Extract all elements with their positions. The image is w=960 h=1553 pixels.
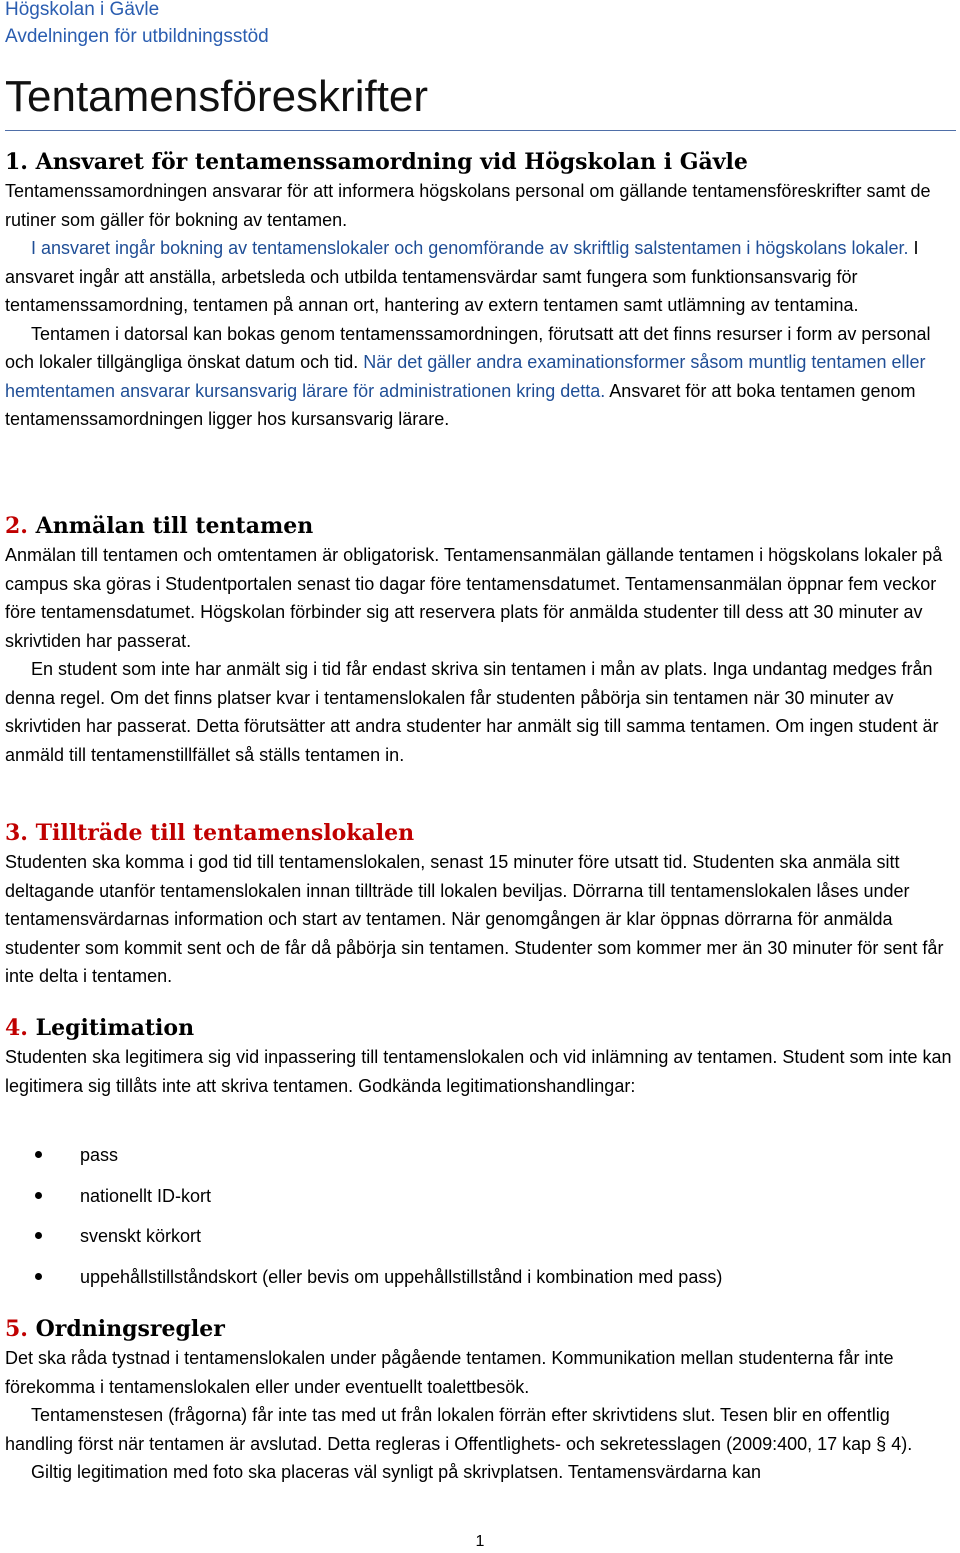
section-1-paragraph-1: Tentamenssamordningen ansvarar för att informera högskolans personal om gällande tentamensföreskrifter samt de rutiner som gäller för bokning av tentamen. <box>5 181 931 230</box>
section-3-title: Tillträde till tentamenslokalen <box>35 820 415 846</box>
section-3-number: 3. <box>5 820 28 846</box>
section-3-body <box>5 848 956 991</box>
bullet-icon <box>35 1232 42 1239</box>
section-1-number: 1. <box>5 149 28 175</box>
section-4-body <box>5 1043 956 1100</box>
section-4-title: Legitimation <box>35 1015 195 1041</box>
section-1-paragraph-3a: Tentamen i datorsal kan bokas genom tentamenssamordningen, förutsatt att det finns resurser i form av personal och lokaler tillgängliga önskat datum och tid. <box>5 323 931 372</box>
section-1-paragraph-2 <box>5 234 956 320</box>
section-5-paragraph-1: Det ska råda tystnad i tentamenslokalen under pågående tentamen. Kommunikation mellan studenterna får inte förekomma i tentamenslokalen eller under eventuellt toalettbesök. <box>5 1348 894 1397</box>
section-3-heading <box>5 818 956 848</box>
section-1-body <box>5 177 956 434</box>
department-name: Avdelningen för utbildningsstöd <box>5 26 269 47</box>
section-5-paragraph-3 <box>5 1458 956 1487</box>
section-1-paragraph-2b: I ansvaret ingår att anställa, arbetsleda och utbilda tentamensvärdar samt fungera som funktionsansvarig för tentamenssamordning, tentamen på annan ort, hantering av extern tentamen samt utlämning av tentamina. <box>5 238 919 315</box>
section-1-heading <box>5 147 956 177</box>
list-item-text: nationellt ID-kort <box>80 1185 212 1206</box>
section-4-paragraph-1: Studenten ska legitimera sig vid inpassering till tentamenslokalen och vid inlämning av tentamen. Student som inte kan legitimera sig tillåts inte att skriva tentamen. Godkända legitimationshandlingar: <box>5 1047 952 1096</box>
list-item <box>5 1176 956 1217</box>
section-1-paragraph-3b: När det gäller andra examinationsformer såsom muntlig tentamen eller hemtentamen ansvarar kursansvarig lärare för administrationen kring detta. <box>5 352 926 401</box>
section-2-paragraph-1: Anmälan till tentamen och omtentamen är obligatorisk. Tentamensanmälan gällande tentamen i högskolans lokaler på campus ska göras i Studentportalen senast tio dagar före tentamensdatumet. Tentamensanmälan öppnar fem veckor före tentamensdatumet. Högskolan förbinder sig att reservera plats för anmälda studenter till dess att 30 minuter av skrivtiden har passerat. <box>5 545 943 651</box>
section-1-title: Ansvaret för tentamenssamordning vid Högskolan i Gävle <box>35 149 748 175</box>
section-5-paragraph-2 <box>5 1401 956 1458</box>
section-5-title: Ordningsregler <box>35 1316 225 1342</box>
section-5-heading <box>5 1314 956 1344</box>
section-5-body <box>5 1344 956 1487</box>
section-4-number: 4. <box>5 1015 28 1041</box>
section-1-paragraph-2a: I ansvaret ingår bokning av tentamenslokaler och genomförande av skriftlig salstentamen i högskolans lokaler. <box>31 238 909 258</box>
list-item <box>5 1257 956 1298</box>
section-2-paragraph-2-text: En student som inte har anmält sig i tid får endast skriva sin tentamen i mån av plats. Inga undantag medges från denna regel. Om det finns platser kvar i tentamenslokalen får studenten påbörja sin tentamen när 30 minuter av skrivtiden har passerat. Detta förutsätter att andra studenter har anmält sig till samma tentamen. Om ingen student är anmäld till tentamenstillfället så ställs tentamen in. <box>5 659 939 765</box>
section-5-number: 5. <box>5 1316 28 1342</box>
bullet-icon <box>35 1273 42 1280</box>
organization-name: Högskolan i Gävle <box>5 0 160 20</box>
section-2-paragraph-2 <box>5 655 956 769</box>
document-title: Tentamensföreskrifter <box>5 68 956 131</box>
document-header <box>5 0 956 50</box>
section-2-body <box>5 541 956 769</box>
section-2-heading <box>5 511 956 541</box>
bullet-icon <box>35 1151 42 1158</box>
bullet-icon <box>35 1192 42 1199</box>
section-4-heading <box>5 1013 956 1043</box>
section-5-paragraph-3-text: Giltig legitimation med foto ska placeras väl synligt på skrivplatsen. Tentamensvärdarna kan <box>31 1462 762 1482</box>
section-1-paragraph-3 <box>5 320 956 434</box>
list-item-text: svenskt körkort <box>80 1226 202 1246</box>
list-item <box>5 1216 956 1257</box>
page-number: 1 <box>475 1533 485 1550</box>
list-item <box>5 1135 956 1176</box>
list-item-text: uppehållstillståndskort (eller bevis om uppehållstillstånd i kombination med pass) <box>80 1266 723 1287</box>
section-5-paragraph-2-text: Tentamenstesen (frågorna) får inte tas med ut från lokalen förrän efter skrivtidens slut. Tesen blir en offentlig handling först när tentamen är avslutad. Detta regleras i Offentlighets- och sekretesslagen (2009:400, 17 kap § 4). <box>5 1405 913 1454</box>
section-2-title: Anmälan till tentamen <box>35 513 314 539</box>
id-documents-list <box>5 1135 956 1297</box>
section-1-paragraph-3c: Ansvaret för att boka tentamen genom tentamenssamordningen ligger hos kursansvarig lärare. <box>5 380 916 429</box>
section-2-number: 2. <box>5 513 28 539</box>
list-item-text: pass <box>80 1145 119 1165</box>
section-3-paragraph-1: Studenten ska komma i god tid till tentamenslokalen, senast 15 minuter före utsatt tid. Studenten ska anmäla sitt deltagande utanför tentamenslokalen innan tillträde till lokalen beviljas. Dörrarna till tentamenslokalen låses under tentamensvärdarnas information och start av tentamen. När genomgången är klar öppnas dörrarna för anmälda studenter som kommit sent och de får då påbörja sin tentamen. Studenter som kommer mer än 30 minuter för sent får inte delta i tentamen. <box>5 852 944 986</box>
